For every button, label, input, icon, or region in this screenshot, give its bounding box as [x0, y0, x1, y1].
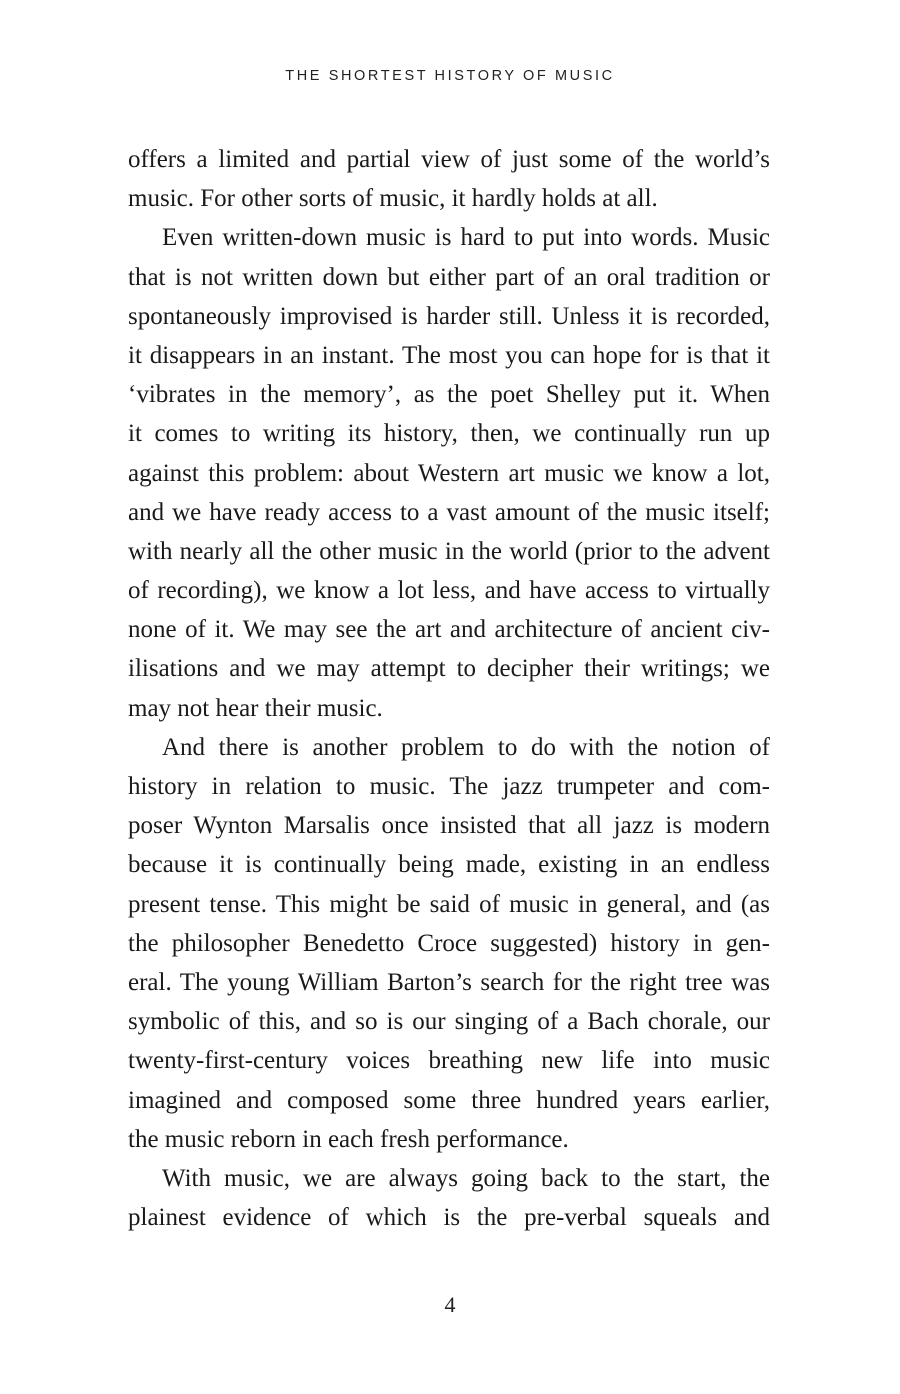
text-line: With music, we are always going back to the start, the	[162, 1164, 770, 1192]
text-line: against this problem: about Western art music we know a lot,	[128, 459, 770, 487]
text-line: ilisations and we may attempt to decipher their writings; we	[128, 655, 770, 683]
text-line: the philosopher Benedetto Croce suggested) history in gen-	[128, 929, 770, 957]
text-line: and we have ready access to a vast amount of the music itself;	[128, 498, 770, 526]
text-line: symbolic of this, and so is our singing of a Bach chorale, our	[128, 1008, 770, 1036]
text-line: of recording), we know a lot less, and have access to virtually	[128, 577, 770, 605]
page-number: 4	[444, 1292, 456, 1317]
text-line: imagined and composed some three hundred years earlier,	[128, 1086, 770, 1114]
text-line: ‘vibrates in the memory’, as the poet Shelley put it. When	[128, 381, 770, 409]
running-header-title: THE SHORTEST HISTORY OF MUSIC	[285, 68, 615, 84]
text-line: Even written-down music is hard to put into words. Music	[162, 224, 770, 252]
text-line: it comes to writing its history, then, we continually run up	[128, 420, 770, 448]
text-line: offers a limited and partial view of just some of the world’s	[128, 146, 770, 173]
text-line: may not hear their music.	[128, 694, 383, 722]
text-line: because it is continually being made, existing in an endless	[128, 851, 770, 879]
text-line: eral. The young William Barton’s search for the right tree was	[128, 968, 770, 996]
text-line: with nearly all the other music in the world (prior to the advent	[128, 537, 770, 565]
text-line: that is not written down but either part of an oral tradition or	[128, 263, 770, 291]
text-line: twenty-first-century voices breathing new life into music	[128, 1047, 770, 1075]
text-line: none of it. We may see the art and architecture of ancient civ-	[128, 616, 770, 644]
text-line: the music reborn in each fresh performance.	[128, 1125, 569, 1153]
text-line: it disappears in an instant. The most you can hope for is that it	[128, 341, 770, 369]
text-line: And there is another problem to do with the notion of	[162, 733, 770, 761]
text-line: spontaneously improvised is harder still. Unless it is recorded,	[128, 302, 770, 330]
text-line: present tense. This might be said of music in general, and (as	[128, 890, 770, 918]
text-line: plainest evidence of which is the pre-verbal squeals and	[128, 1204, 770, 1232]
text-line: music. For other sorts of music, it hardly holds at all.	[128, 185, 658, 213]
text-line: history in relation to music. The jazz trumpeter and com-	[128, 773, 770, 800]
text-line: poser Wynton Marsalis once insisted that all jazz is modern	[128, 812, 770, 840]
body-text	[128, 140, 770, 1237]
